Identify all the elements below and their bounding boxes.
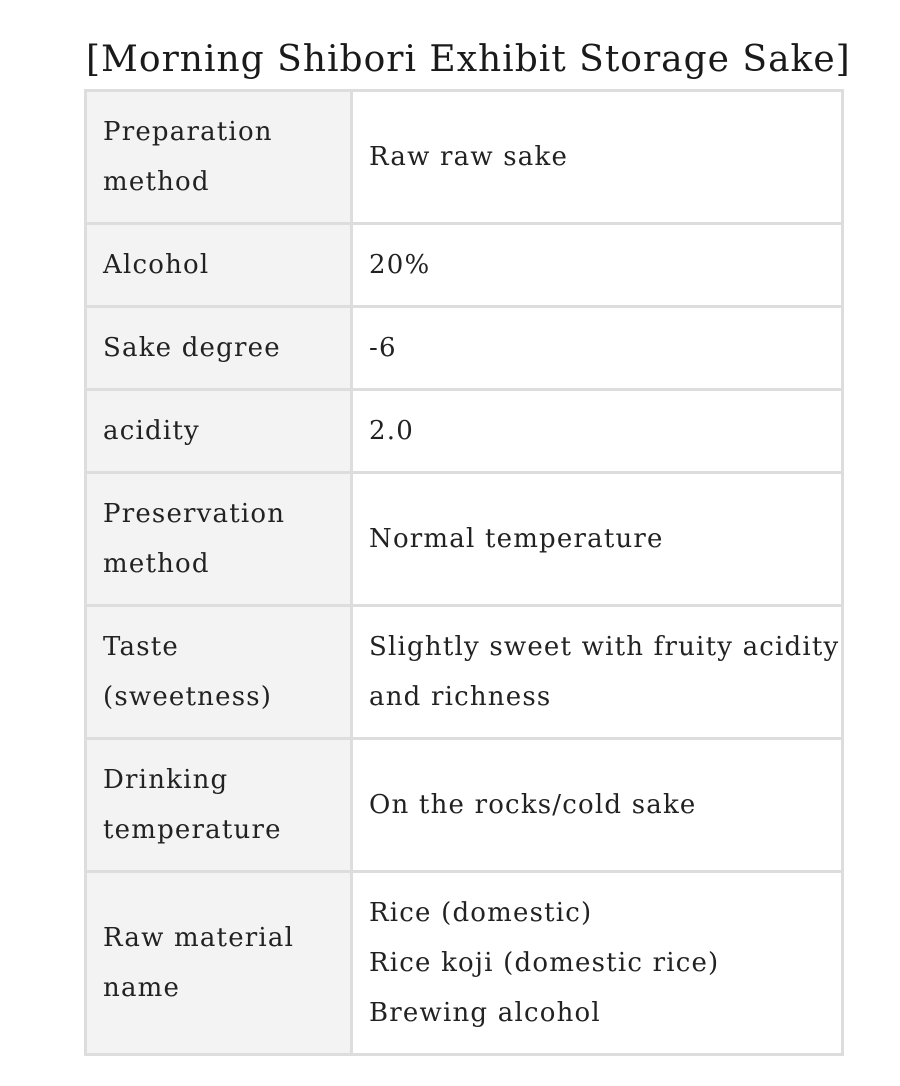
table-row <box>86 390 843 473</box>
value-line: and richness <box>369 682 552 712</box>
label-line: Sake degree <box>103 333 281 363</box>
label-line: Taste <box>103 632 180 662</box>
table-row <box>86 307 843 390</box>
row-label-alcohol <box>86 224 352 307</box>
label-line: temperature <box>103 815 282 845</box>
label-line: name <box>103 973 181 1003</box>
row-value-acidity <box>352 390 843 473</box>
label-line: Alcohol <box>103 250 210 280</box>
row-value-preservation-method <box>352 473 843 606</box>
label-line: acidity <box>103 416 200 446</box>
sake-spec-table <box>84 89 844 1056</box>
label-line: (sweetness) <box>103 682 273 712</box>
row-label-preparation-method <box>86 91 352 224</box>
value-line: Rice koji (domestic rice) <box>369 948 720 978</box>
table-row <box>86 473 843 606</box>
row-value-taste <box>352 606 843 739</box>
row-label-preservation-method <box>86 473 352 606</box>
row-label-taste <box>86 606 352 739</box>
label-line: Drinking <box>103 765 229 795</box>
row-label-sake-degree <box>86 307 352 390</box>
page-title: [Morning Shibori Exhibit Storage Sake] <box>86 39 851 80</box>
label-line: Raw material <box>103 923 295 953</box>
value-line: Normal temperature <box>369 524 664 554</box>
table-row <box>86 872 843 1055</box>
row-value-preparation-method <box>352 91 843 224</box>
row-value-raw-material-name <box>352 872 843 1055</box>
table-row <box>86 739 843 872</box>
row-label-drinking-temperature <box>86 739 352 872</box>
row-label-acidity <box>86 390 352 473</box>
label-line: Preparation <box>103 117 273 147</box>
value-line: Brewing alcohol <box>369 998 601 1028</box>
row-value-sake-degree <box>352 307 843 390</box>
label-line: method <box>103 549 210 579</box>
value-line: Slightly sweet with fruity acidity <box>369 632 840 662</box>
row-value-drinking-temperature <box>352 739 843 872</box>
table-row <box>86 606 843 739</box>
table-row <box>86 91 843 224</box>
value-line: Raw raw sake <box>369 142 569 172</box>
value-line: On the rocks/cold sake <box>369 790 697 820</box>
value-line: -6 <box>369 333 397 363</box>
value-line: Rice (domestic) <box>369 898 593 928</box>
row-label-raw-material-name <box>86 872 352 1055</box>
value-line: 20% <box>369 250 431 280</box>
value-line: 2.0 <box>369 416 414 446</box>
table-row <box>86 224 843 307</box>
label-line: method <box>103 167 210 197</box>
row-value-alcohol <box>352 224 843 307</box>
label-line: Preservation <box>103 499 286 529</box>
